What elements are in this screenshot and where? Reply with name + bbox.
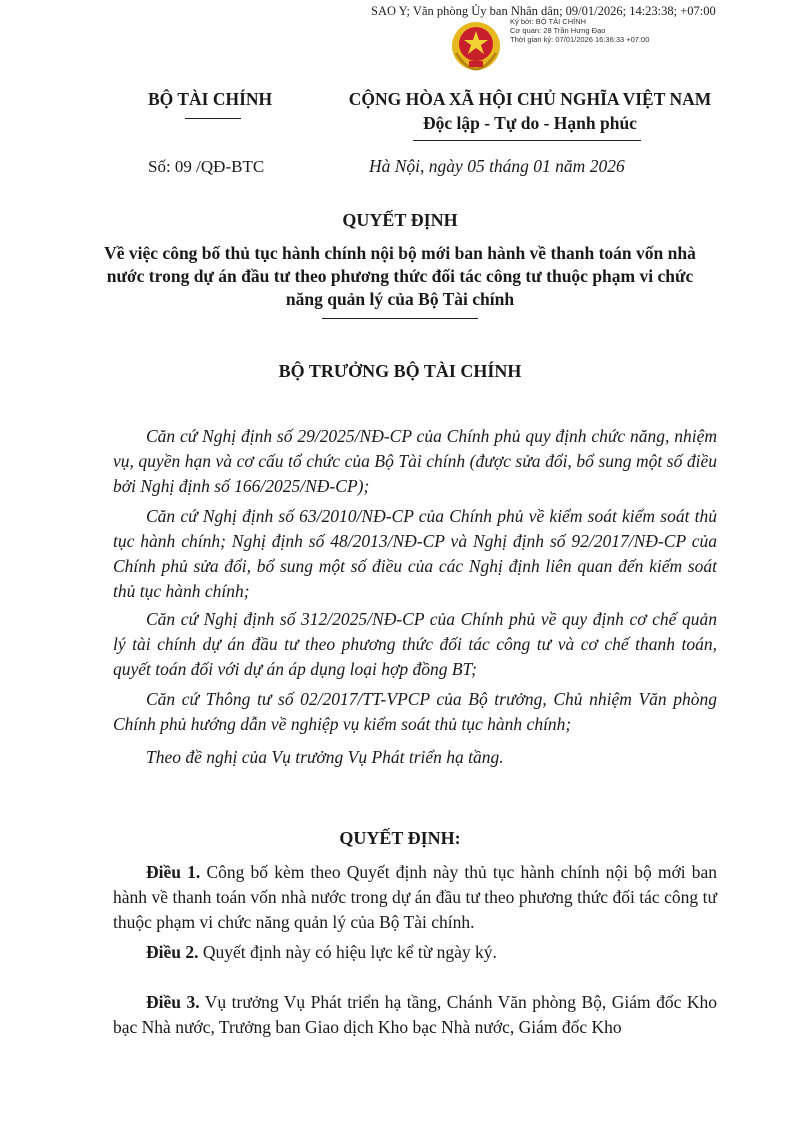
place-date: Hà Nội, ngày 05 tháng 01 năm 2026: [369, 156, 625, 176]
issuer-title: BỘ TRƯỞNG BỘ TÀI CHÍNH: [278, 361, 522, 381]
subject-underline: [322, 318, 478, 319]
document-type: QUYẾT ĐỊNH: [342, 210, 458, 230]
national-header: [345, 89, 715, 134]
agency-underline: [185, 118, 241, 119]
digital-signature-info: [510, 17, 649, 44]
signed-by: Ký bởi: BỘ TÀI CHÍNH: [510, 17, 587, 26]
article-2-text: Quyết định này có hiệu lực kể từ ngày ký.: [202, 942, 497, 962]
article-1: [113, 860, 717, 935]
article-3-label: Điều 3.: [146, 992, 200, 1012]
signed-time: Thời gian ký: 07/01/2026 16:36:33 +07:00: [510, 35, 650, 44]
document-subject: Về việc công bố thủ tục hành chính nội bộ mới ban hành về thanh toán vốn nhà nước trong dự án đầu tư theo phương thức đối tác công tư thuộc phạm vi chức năng quản lý của Bộ Tài chính: [104, 243, 696, 309]
motto-underline: [413, 140, 641, 141]
legal-basis-2: Căn cứ Nghị định số 63/2010/NĐ-CP của Chính phủ về kiểm soát kiểm soát thủ tục hành chính; Nghị định số 48/2013/NĐ-CP và Nghị định số 92/2017/NĐ-CP của Chính phủ sửa đổi, bổ sung một số điều của các Nghị định liên quan đến kiểm soát thủ tục hành chính;: [113, 506, 717, 601]
legal-basis-4: Căn cứ Thông tư số 02/2017/TT-VPCP của Bộ trưởng, Chủ nhiệm Văn phòng Chính phủ hướng dẫn về nghiệp vụ kiểm soát thủ tục hành chính;: [113, 689, 717, 734]
article-3-text: Vụ trưởng Vụ Phát triển hạ tầng, Chánh Văn phòng Bộ, Giám đốc Kho bạc Nhà nước, Trưởng ban Giao dịch Kho bạc Nhà nước, Giám đốc Kho: [113, 992, 718, 1037]
copy-stamp: SAO Y; Văn phòng Ủy ban Nhân dân; 09/01/2026; 14:23:38; +07:00: [371, 4, 716, 18]
article-2-label: Điều 2.: [146, 942, 199, 962]
legal-basis-3: Căn cứ Nghị định số 312/2025/NĐ-CP của Chính phủ về quy định cơ chế quản lý tài chính dự án đầu tư theo phương thức đối tác công tư và cơ chế thanh toán, quyết toán đối với dự án áp dụng loại hợp đồng BT;: [113, 609, 717, 679]
national-emblem-icon: [448, 19, 504, 73]
decision-heading: QUYẾT ĐỊNH:: [339, 828, 461, 848]
legal-basis-1: Căn cứ Nghị định số 29/2025/NĐ-CP của Chính phủ quy định chức năng, nhiệm vụ, quyền hạn và cơ cấu tổ chức của Bộ Tài chính (được sửa đổi, bổ sung một số điều bởi Nghị định số 166/2025/NĐ-CP);: [113, 426, 717, 496]
issuing-agency: BỘ TÀI CHÍNH: [148, 89, 273, 109]
article-1-label: Điều 1.: [146, 862, 201, 882]
article-2: [113, 940, 717, 965]
document-number: Số: 09 /QĐ-BTC: [148, 157, 265, 176]
article-3: [113, 990, 717, 1040]
signing-agency: Cơ quan: 28 Trần Hưng Đạo: [510, 26, 606, 35]
national-motto: Độc lập - Tự do - Hạnh phúc: [423, 113, 637, 133]
nation-name: CỘNG HÒA XÃ HỘI CHỦ NGHĨA VIỆT NAM: [348, 89, 712, 109]
proposal-basis: Theo đề nghị của Vụ trưởng Vụ Phát triển hạ tầng.: [146, 747, 504, 767]
article-1-text: Công bố kèm theo Quyết định này thủ tục hành chính nội bộ mới ban hành về thanh toán vốn nhà nước trong dự án đầu tư theo phương thức đối tác công tư thuộc phạm vi chức năng quản lý của Bộ Tài chính.: [113, 862, 718, 932]
